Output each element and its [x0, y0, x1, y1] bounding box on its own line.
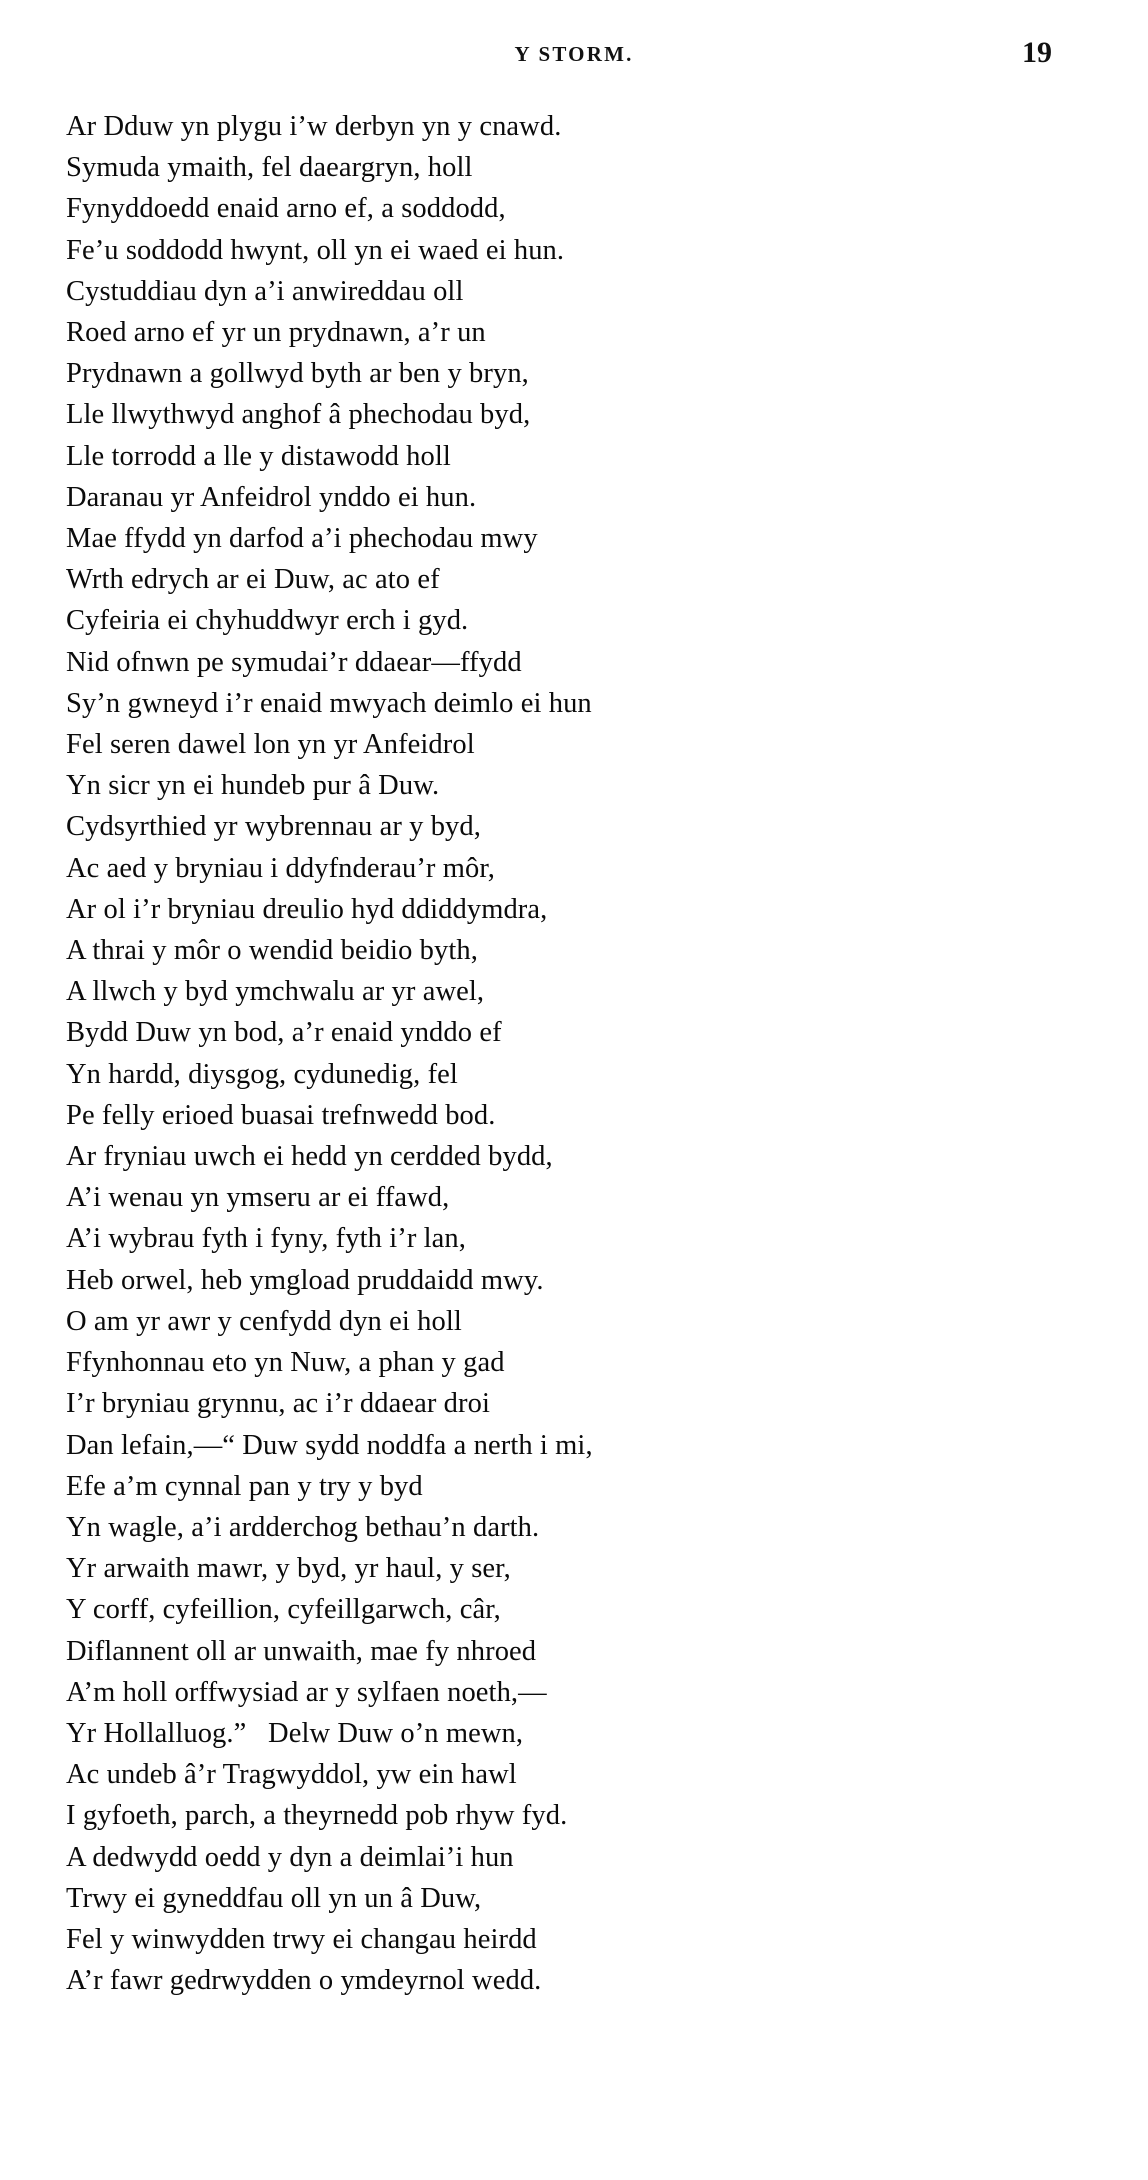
poem-line: Roed arno ef yr un prydnawn, a’r un	[66, 317, 486, 349]
poem-line: Daranau yr Anfeidrol ynddo ei hun.	[66, 481, 477, 513]
poem-line: A’m holl orffwysiad ar y sylfaen noeth,—	[66, 1676, 547, 1708]
poem-line: O am yr awr y cenfydd dyn ei holl	[66, 1305, 462, 1337]
poem-line: Symuda ymaith, fel daeargryn, holl	[66, 152, 473, 184]
poem-line: A’r fawr gedrwydden o ymdeyrnol wedd.	[66, 1965, 542, 1997]
poem-line: Fe’u soddodd hwynt, oll yn ei waed ei hun.	[66, 234, 565, 266]
poem-line: Prydnawn a gollwyd byth ar ben y bryn,	[66, 358, 529, 390]
running-head: Y STORM.	[514, 42, 634, 66]
poem-line: A dedwydd oedd y dyn a deimlai’i hun	[66, 1841, 514, 1873]
poem-line: A llwch y byd ymchwalu ar yr awel,	[66, 976, 485, 1008]
poem-line: A’i wybrau fyth i fyny, fyth i’r lan,	[66, 1223, 466, 1255]
poem-line: Lle llwythwyd anghof â phechodau byd,	[66, 399, 531, 431]
poem-line: Heb orwel, heb ymgload pruddaidd mwy.	[66, 1264, 544, 1296]
poem-line: Dan lefain,—“ Duw sydd noddfa a nerth i mi,	[66, 1429, 593, 1461]
poem-line: Ar ol i’r bryniau dreulio hyd ddiddymdra,	[66, 893, 548, 925]
poem-line: Ar fryniau uwch ei hedd yn cerdded bydd,	[66, 1141, 553, 1173]
poem-line: A’i wenau yn ymseru ar ei ffawd,	[66, 1182, 450, 1214]
poem-line: Ac undeb â’r Tragwyddol, yw ein hawl	[66, 1759, 517, 1791]
poem-line: A thrai y môr o wendid beidio byth,	[66, 935, 478, 967]
poem-line: Diflannent oll ar unwaith, mae fy nhroed	[66, 1635, 537, 1667]
poem-body	[0, 106, 1148, 2001]
poem-line: Cyfeiria ei chyhuddwyr erch i gyd.	[66, 605, 469, 637]
poem-line: Yn sicr yn ei hundeb pur â Duw.	[66, 770, 440, 802]
poem-line: Fel y winwydden trwy ei changau heirdd	[66, 1923, 537, 1955]
poem-line: Efe a’m cynnal pan y try y byd	[66, 1470, 423, 1502]
poem-line: Cydsyrthied yr wybrennau ar y byd,	[66, 811, 481, 843]
page-number: 19	[1022, 36, 1052, 69]
document-page	[0, 36, 1148, 2180]
poem-line: Nid ofnwn pe symudai’r ddaear—ffydd	[66, 646, 522, 678]
poem-line: Pe felly erioed buasai trefnwedd bod.	[66, 1099, 496, 1131]
poem-line: Yr Hollalluog.” Delw Duw o’n mewn,	[66, 1717, 524, 1749]
page-header	[0, 36, 1148, 106]
poem-line: Ffynhonnau eto yn Nuw, a phan y gad	[66, 1347, 505, 1379]
poem-line: Yn hardd, diysgog, cydunedig, fel	[66, 1058, 458, 1090]
poem-line: Fel seren dawel lon yn yr Anfeidrol	[66, 729, 475, 761]
poem-line: Cystuddiau dyn a’i anwireddau oll	[66, 275, 464, 307]
poem-line: I gyfoeth, parch, a theyrnedd pob rhyw fyd.	[66, 1800, 568, 1832]
poem-line: Mae ffydd yn darfod a’i phechodau mwy	[66, 523, 538, 555]
poem-line: Lle torrodd a lle y distawodd holl	[66, 440, 451, 472]
poem-line: I’r bryniau grynnu, ac i’r ddaear droi	[66, 1388, 490, 1420]
poem-line: Yr arwaith mawr, y byd, yr haul, y ser,	[66, 1553, 511, 1585]
poem-line: Wrth edrych ar ei Duw, ac ato ef	[66, 564, 440, 596]
poem-line: Y corff, cyfeillion, cyfeillgarwch, câr,	[66, 1594, 501, 1626]
poem-line: Bydd Duw yn bod, a’r enaid ynddo ef	[66, 1017, 502, 1049]
poem-line: Yn wagle, a’i ardderchog bethau’n darth.	[66, 1511, 540, 1543]
poem-line: Fynyddoedd enaid arno ef, a soddodd,	[66, 193, 506, 225]
poem-line: Ac aed y bryniau i ddyfnderau’r môr,	[66, 852, 496, 884]
poem-line: Sy’n gwneyd i’r enaid mwyach deimlo ei hun	[66, 687, 592, 719]
poem-line: Ar Dduw yn plygu i’w derbyn yn y cnawd.	[66, 111, 562, 142]
poem-line: Trwy ei gyneddfau oll yn un â Duw,	[66, 1882, 482, 1914]
